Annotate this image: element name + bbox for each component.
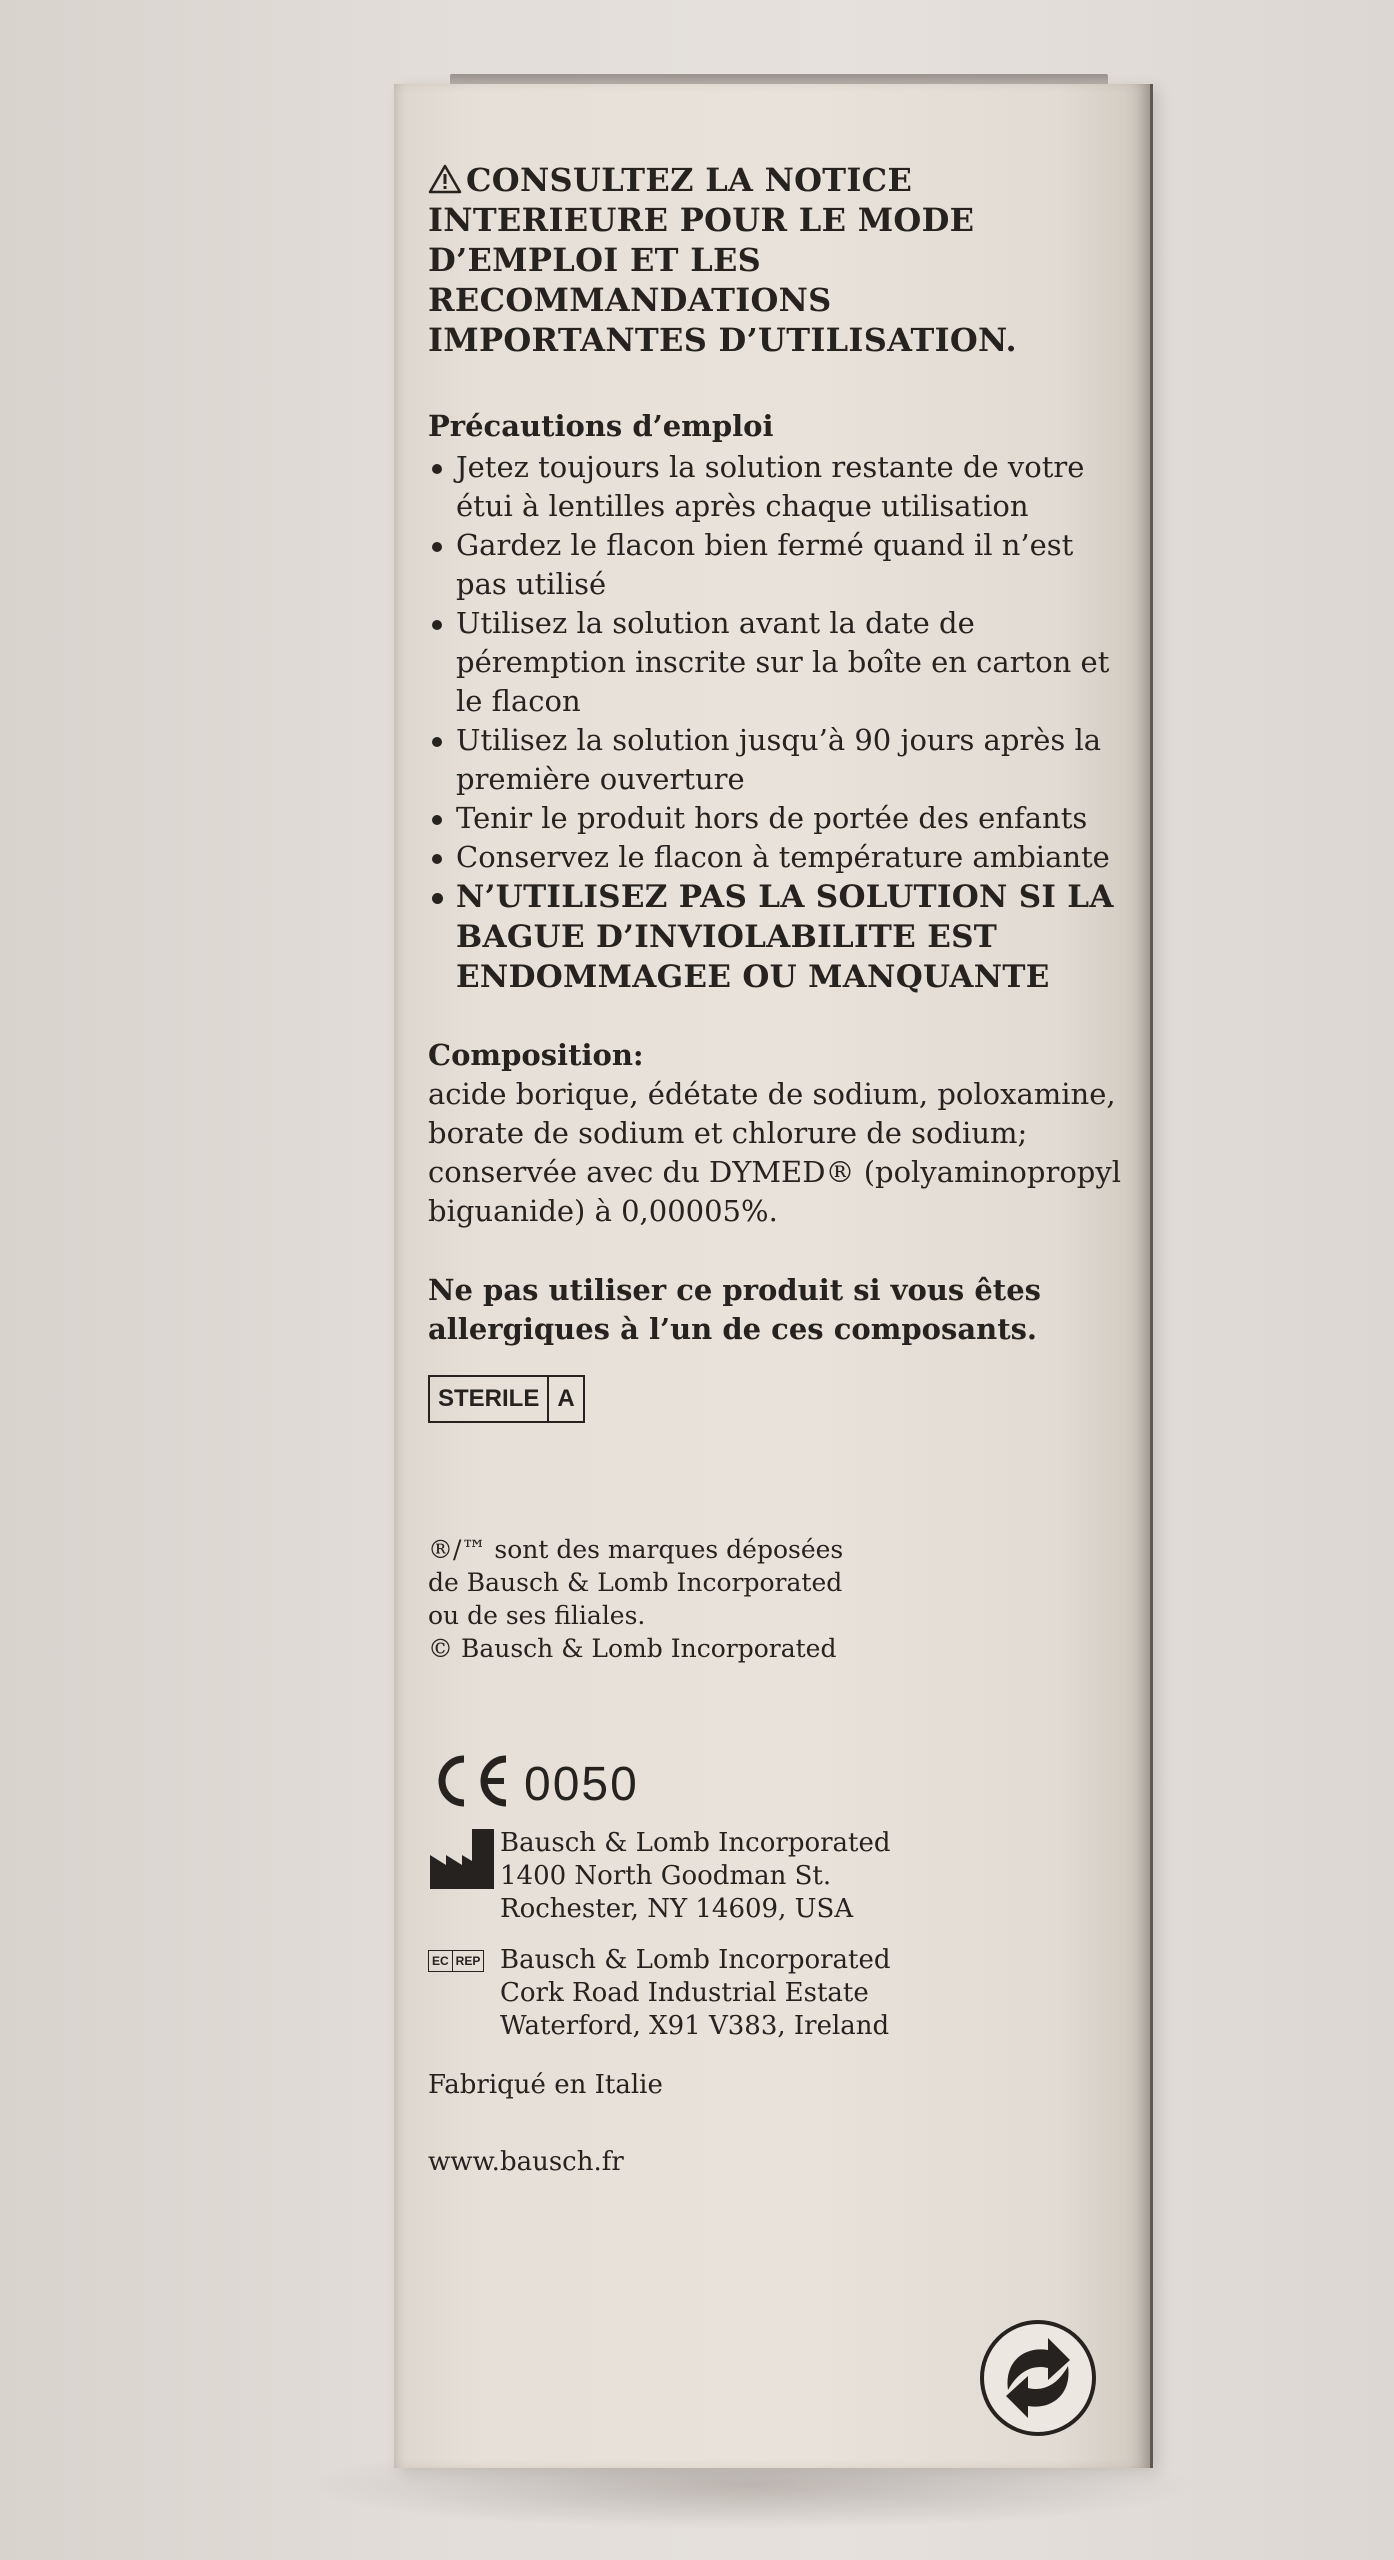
composition-title: Composition: — [428, 1038, 644, 1072]
notified-body-number: 0050 — [524, 1758, 639, 1811]
manufacturer-line: 1400 North Goodman St. — [500, 1861, 832, 1891]
manufacturer-line: Rochester, NY 14609, USA — [500, 1894, 854, 1924]
made-in: Fabriqué en Italie — [428, 2070, 663, 2100]
list-item: Conservez le flacon à température ambiante — [428, 838, 1128, 877]
warning-triangle-icon — [428, 164, 462, 194]
ec-rep-line: Cork Road Industrial Estate — [500, 1978, 869, 2008]
list-item-warning: N’UTILISEZ PAS LA SOLUTION SI LA BAGUE D’INVIOLABILITE EST ENDOMMAGEE OU MANQUANTE — [428, 877, 1128, 997]
manufacturer-block — [428, 1827, 1128, 1926]
precautions-title: Précautions d’emploi — [428, 409, 774, 443]
list-item: Tenir le produit hors de portée des enfants — [428, 799, 1128, 838]
box-side-panel — [428, 160, 1128, 2179]
warning-line: D’EMPLOI ET LES — [428, 241, 762, 279]
ec-label: EC — [432, 1954, 449, 1968]
trademark-line: de Bausch & Lomb Incorporated — [428, 1568, 843, 1597]
manufacturer-icon — [428, 1827, 496, 1891]
list-item: Utilisez la solution avant la date de péremption inscrite sur la boîte en carton et le flacon — [428, 604, 1128, 721]
list-item: Gardez le flacon bien fermé quand il n’est pas utilisé — [428, 526, 1128, 604]
warning-line: CONSULTEZ LA NOTICE — [466, 161, 913, 199]
sterile-label: STERILE — [438, 1385, 540, 1412]
ce-marking — [428, 1753, 1128, 1809]
trademark-line: ®/™ sont des marques déposées — [428, 1535, 844, 1564]
ec-rep-icon — [428, 1950, 484, 1972]
trademark-line: © Bausch & Lomb Incorporated — [428, 1634, 837, 1663]
allergy-warning: Ne pas utiliser ce produit si vous êtes allergiques à l’un de ces composants. — [428, 1273, 1041, 1346]
manufacturer-line: Bausch & Lomb Incorporated — [500, 1828, 891, 1858]
warning-line: RECOMMANDATIONS — [428, 281, 832, 319]
trademark-line: ou de ses filiales. — [428, 1601, 646, 1630]
composition-text: acide borique, édétate de sodium, poloxamine, borate de sodium et chlorure de sodium; conservée avec du DYMED® (polyaminopropyl biguanide) à 0,00005%. — [428, 1077, 1121, 1228]
rep-label: REP — [452, 1951, 484, 1971]
sterile-symbol — [428, 1375, 585, 1423]
ec-rep-line: Waterford, X91 V383, Ireland — [500, 2011, 890, 2041]
sterile-method: A — [547, 1377, 582, 1421]
trademark-note — [428, 1533, 1128, 1665]
warning-line: INTERIEURE POUR LE MODE — [428, 201, 975, 239]
ec-rep-block — [428, 1944, 1128, 2043]
green-dot-icon — [978, 2318, 1098, 2438]
warning-line: IMPORTANTES D’UTILISATION. — [428, 321, 1017, 359]
ec-rep-line: Bausch & Lomb Incorporated — [500, 1945, 891, 1975]
precautions-list — [428, 448, 1128, 997]
ce-mark-icon — [428, 1753, 512, 1809]
warning-block — [428, 160, 1128, 360]
list-item: Jetez toujours la solution restante de votre étui à lentilles après chaque utilisation — [428, 448, 1128, 526]
website-link: www.bausch.fr — [428, 2147, 624, 2177]
list-item: Utilisez la solution jusqu’à 90 jours après la première ouverture — [428, 721, 1128, 799]
